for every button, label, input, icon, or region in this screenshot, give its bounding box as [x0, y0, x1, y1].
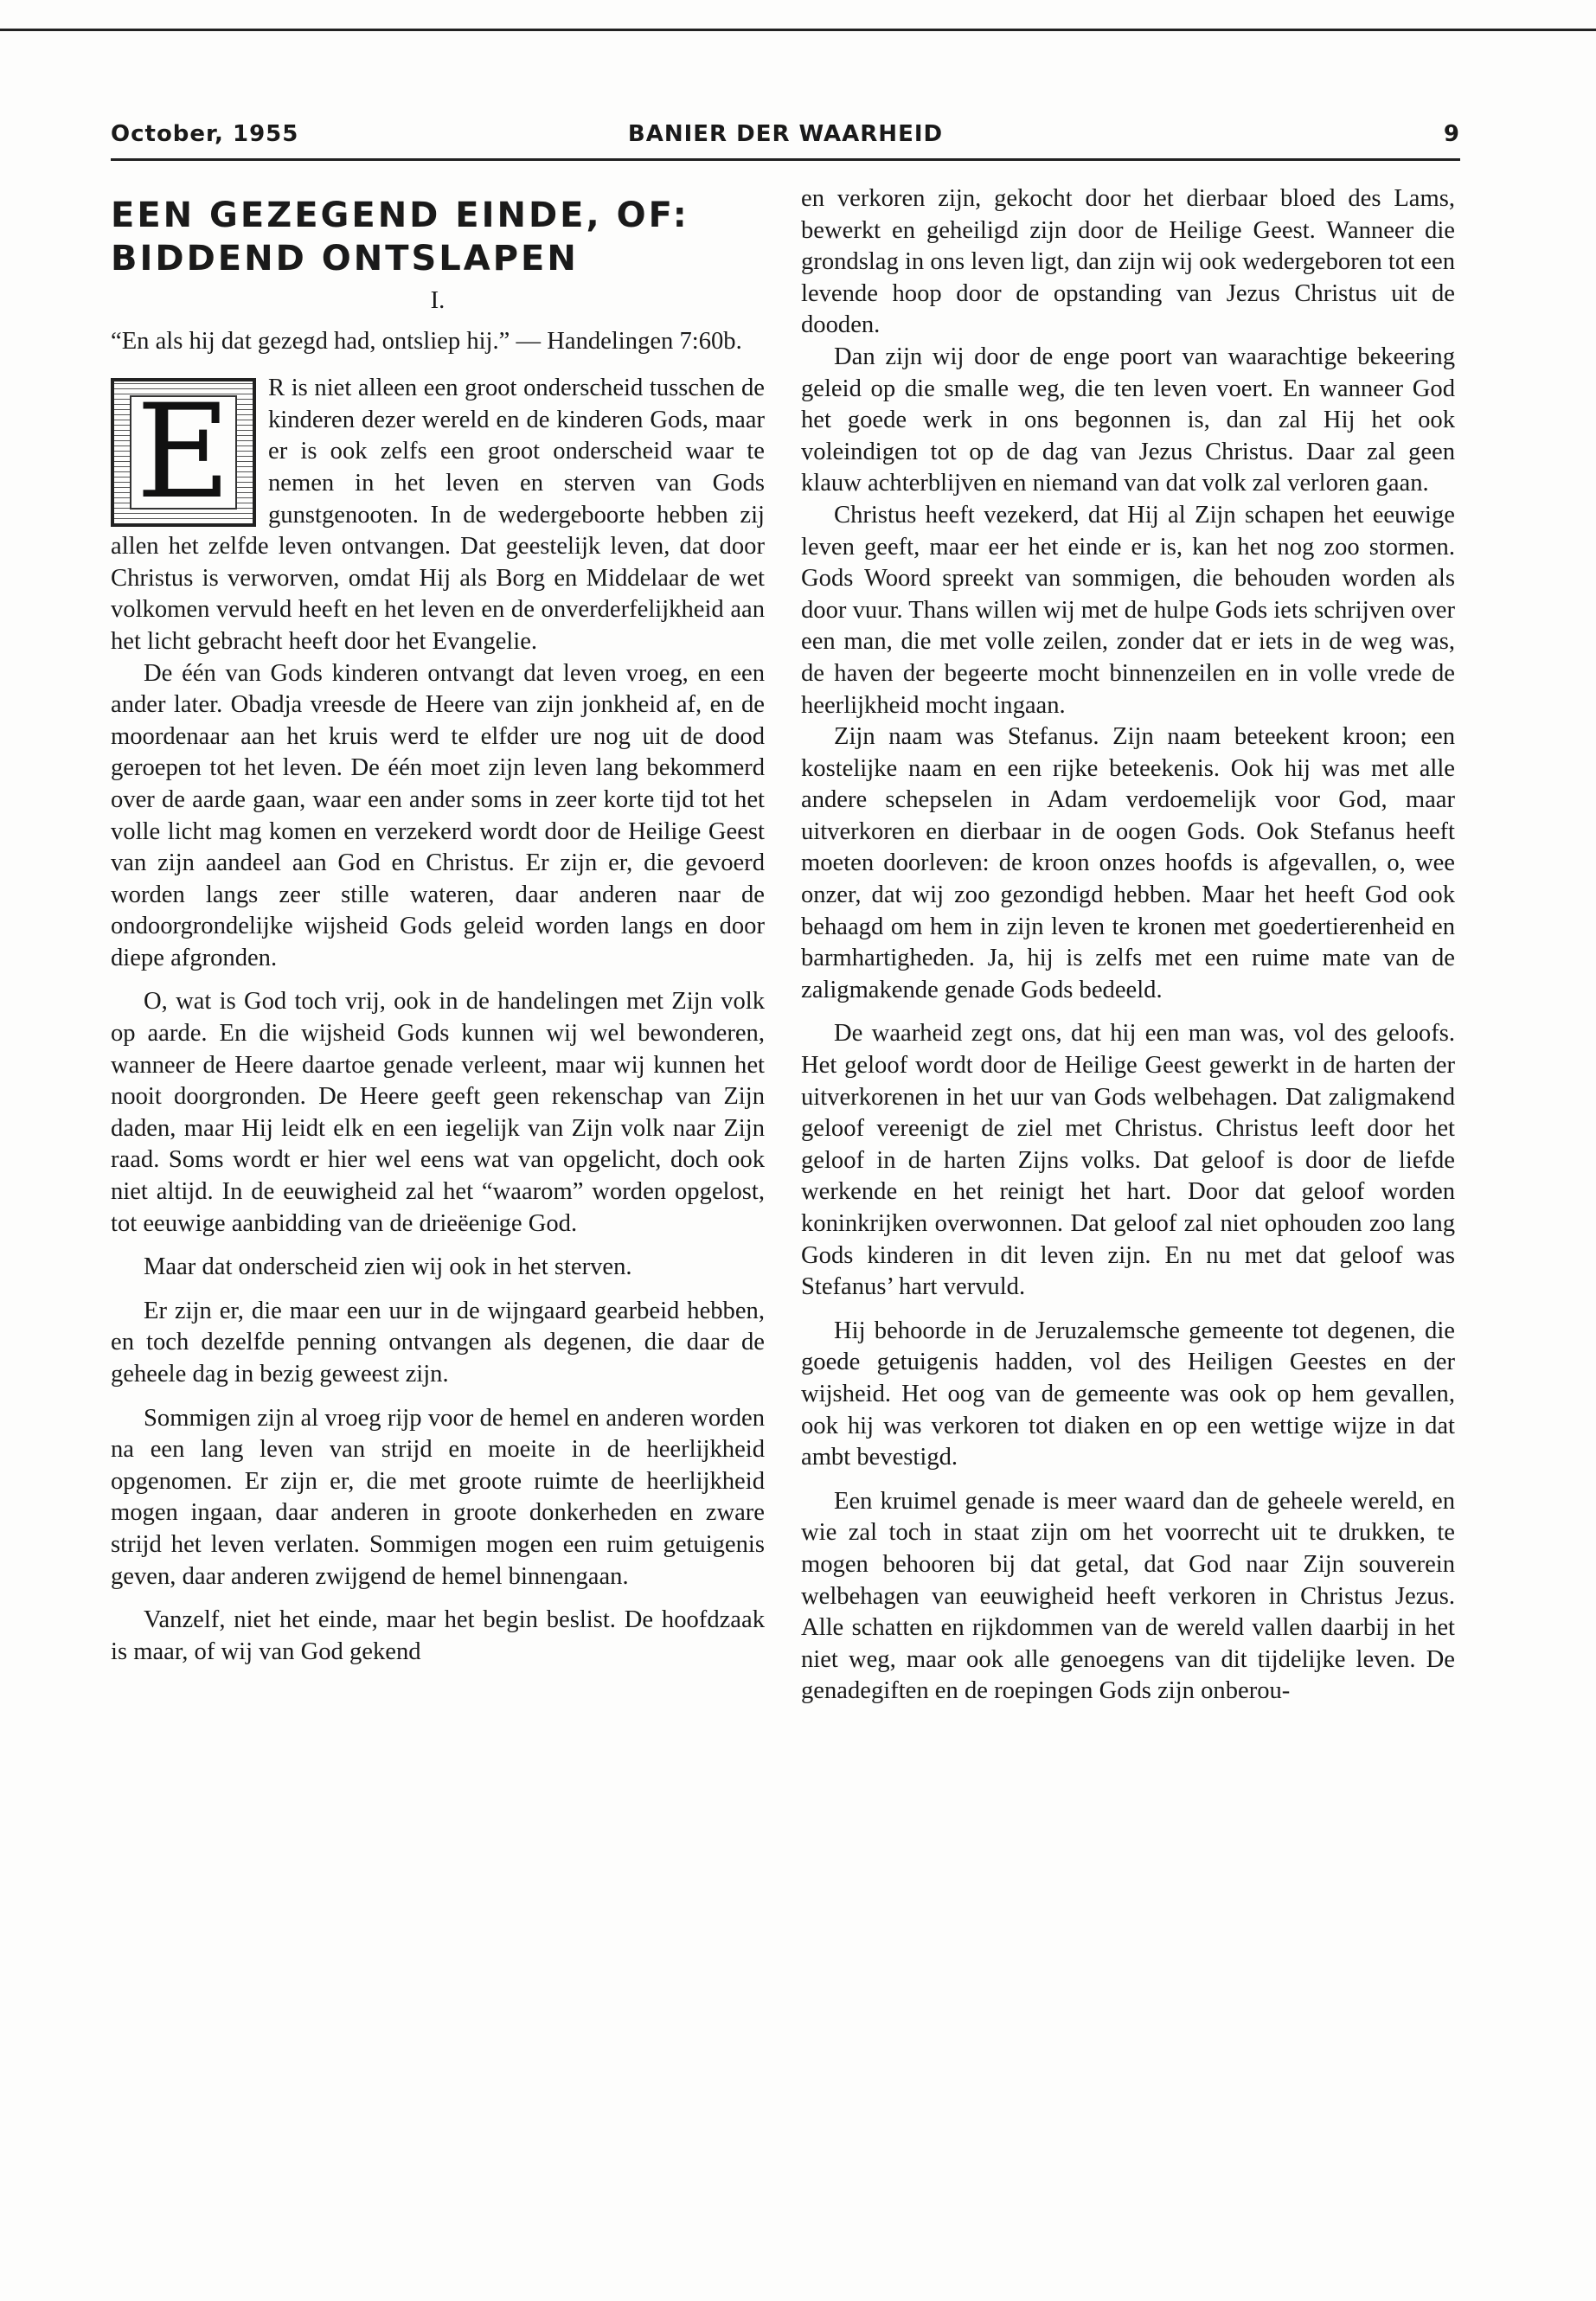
first-paragraph-text: R is niet alleen een groot onderscheid tusschen de kinderen dezer wereld en de kinderen Gods, maar er is ook zelfs een groot onderscheid waar te nemen in het leven en sterven van Gods gunstgenooten. In de wedergeboorte hebben zij allen het zelfde leven ontvangen. Dat geestelijk leven, dat door Christus is verworven, omdat Hij als Borg en Middelaar de wet volkomen vervuld heeft en het leven en de onverderfelijkheid aan het licht gebracht heeft door het Evangelie. [111, 375, 765, 655]
first-paragraph [111, 373, 765, 657]
header-date: October, 1955 [111, 121, 299, 147]
paragraph: Sommigen zijn al vroeg rijp voor de hemel en anderen worden na een lang leven van strijd en moeite in de heerlijkheid opgenomen. Er zijn er, die met groote ruimte de heerlijkheid mogen ingaan, daar anderen in groote donkerheden en zware strijd het leven verlaten. Sommigen mogen een ruim getuigenis geven, daar anderen zwijgend de hemel binnengaan. [111, 1404, 765, 1590]
paragraph: en verkoren zijn, gekocht door het dierbaar bloed des Lams, bewerkt en geheiligd zijn door de Heilige Geest. Wanneer die grondslag in ons leven ligt, dan zijn wij ook wedergeboren tot een levende hoop door de opstanding van Jezus Christus uit de dooden. [801, 185, 1455, 339]
paragraph: De één van Gods kinderen ontvangt dat leven vroeg, en een ander later. Obadja vreesde de Heere van zijn jonkheid af, en de moordenaar aan het kruis werd te elfder ure nog uit de dood geroepen tot het leven. De één moet zijn leven lang bekommerd over de aarde gaan, waar een ander soms in zeer korte tijd tot het volle licht mag komen en verzekerd wordt door de Heilige Geest van zijn aandeel aan God en Christus. Er zijn er, die gevoerd worden langs zeer stille wateren, daar anderen naar de ondoorgrondelijke wijsheid Gods geleid worden langs en door diepe afgronden. [111, 659, 765, 971]
epigraph: “En als hij dat gezegd had, ontsliep hij.” — Handelingen 7:60b. [111, 327, 742, 355]
paragraph: Vanzelf, niet het einde, maar het begin beslist. De hoofdzaak is maar, of wij van God gekend [111, 1606, 765, 1665]
paragraph: De waarheid zegt ons, dat hij een man was, vol des geloofs. Het geloof wordt door de Heilige Geest gewerkt in de harten der uitverkorenen in het uur van Gods welbehagen. Dat zaligmakend geloof vereenigt de ziel met Christus. Christus leeft door het geloof in de harten Zijns volks. Dat geloof is door de liefde werkende en het reinigt het hart. Door dat geloof worden koninkrijken overwonnen. Dat geloof zal niet ophouden zoo lang Gods kinderen in dit leven zijn. En nu met dat geloof was Stefanus’ hart vervuld. [801, 1020, 1455, 1301]
right-column [801, 183, 1455, 1708]
header-title: BANIER DER WAARHEID [627, 121, 944, 147]
paragraph: Dan zijn wij door de enge poort van waarachtige bekeering geleid op die smalle weg, die ten leven voert. En wanneer God het goede werk in ons begonnen is, dan zal Hij het ook voleindigen tot op de dag van Jezus Christus. Daar zal geen klauw achterblijven en niemand van dat volk zal verloren gaan. [801, 343, 1455, 497]
part-number: I. [430, 287, 445, 314]
article-title-line-2: BIDDEND ONTSLAPEN [111, 239, 579, 279]
left-column [111, 183, 765, 1668]
article-title [111, 194, 765, 280]
drop-cap-frame [130, 377, 237, 529]
drop-cap [111, 378, 256, 527]
header-rule [111, 158, 1460, 161]
article-title-line-1: EEN GEZEGEND EINDE, OF: [111, 195, 689, 235]
paragraph: Er zijn er, die maar een uur in de wijngaard gearbeid hebben, en toch dezelfde penning ontvangen als degenen, die daar de geheele dag in bezig geweest zijn. [111, 1297, 765, 1388]
paragraph: Christus heeft vezekerd, dat Hij al Zijn schapen het eeuwige leven geeft, maar eer het einde er is, kan het nog zoo stormen. Gods Woord spreekt van sommigen, die behouden worden als door vuur. Thans willen wij met de hulpe Gods iets schrijven over een man, die met volle zeilen, zonder dat er iets in de weg was, de haven der begeerte mocht binnenzeilen en in volle vrede de heerlijkheid mocht ingaan. [801, 501, 1455, 719]
top-rule [0, 29, 1596, 31]
paragraph: Maar dat onderscheid zien wij ook in het sterven. [144, 1253, 632, 1281]
paragraph: Hij behoorde in de Jeruzalemsche gemeente tot degenen, die goede getuigenis hadden, vol des Heiligen Geestes en der wijsheid. Het oog van de gemeente was ook op hem gevallen, ook hij was verkoren tot diaken en op een wettige wijze in dat ambt bevestigd. [801, 1317, 1455, 1471]
running-header [111, 121, 1460, 157]
paragraph: Zijn naam was Stefanus. Zijn naam beteekent kroon; een kostelijke naam en een rijke beteekenis. Ook hij was met alle andere schepselen in Adam verdoemelijk voor God, maar uitverkoren en dierbaar in de oogen Gods. Ook Stefanus heeft moeten doorleven: de kroon onzes hoofds is afgevallen, o, wee onzer, dat wij zoo gezondigd hebben. Maar het heeft God ook behaagd om hem in zijn leven te kronen met goedertierenheid en barmhartigheden. Ja, hij is zelfs met een ruime mate van de zaligmakende genade Gods bedeeld. [801, 723, 1455, 1003]
paragraph: Een kruimel genade is meer waard dan de geheele wereld, en wie zal toch in staat zijn om het voorrecht uit te drukken, te mogen behooren bij dat getal, dat God naar Zijn souverein welbehagen van eeuwigheid heeft verkoren in Christus Jezus. Alle schatten en rijkdommen van de wereld vallen daarbij in het niet weg, maar ook alle genoegens van dit tijdelijke leven. De genadegiften en de roepingen Gods zijn onberou- [801, 1487, 1455, 1705]
paragraph: O, wat is God toch vrij, ook in de handelingen met Zijn volk op aarde. En die wijsheid Gods kunnen wij wel bewonderen, wanneer de Heere daartoe genade verleent, maar wij kunnen het nooit doorgronden. De Heere geeft geen rekenschap van Zijn daden, maar Hij leidt elk en een iegelijk van Zijn volk naar Zijn raad. Soms wordt er hier wel eens wat van opgelicht, doch ook niet altijd. In de eeuwigheid zal het “waarom” worden opgelost, tot eeuwige aanbidding van de drieëenige God. [111, 988, 765, 1237]
page-number: 9 [1443, 121, 1460, 147]
drop-cap-letter: E [136, 377, 231, 529]
